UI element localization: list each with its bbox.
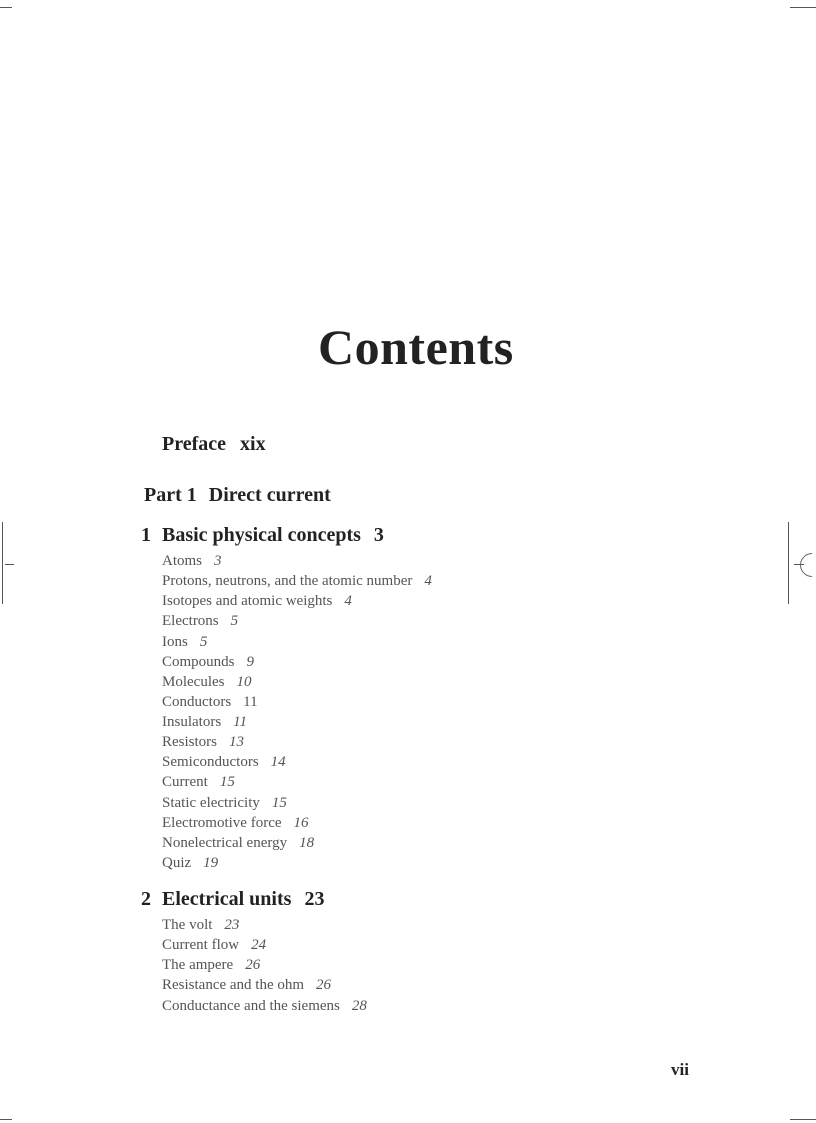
toc-entry [162,571,432,591]
part-title: Direct current [208,484,331,506]
crop-mark-top-right [790,7,816,8]
entry-page: 23 [224,917,240,933]
entry-title: Current [162,774,208,791]
entry-page: 15 [271,794,287,811]
entry-page: 18 [299,834,315,851]
chapter-title: Basic physical concepts [162,524,361,546]
entry-page: 11 [243,693,258,710]
entry-page: 15 [219,774,235,791]
entry-page: 26 [316,977,332,994]
crop-mark-bottom-right [790,1119,816,1120]
chapter-page: 3 [373,524,384,546]
toc-entry [162,935,367,955]
toc-entry [162,955,367,975]
entry-title: Insulators [162,714,222,730]
preface-entry [162,433,266,456]
registration-bar-right [788,522,789,604]
toc-entry [162,652,432,672]
toc-entry [162,813,432,833]
entry-page: 9 [246,653,255,670]
toc-entry [162,996,367,1016]
entry-page: 13 [229,734,245,751]
chapter-1-heading [141,524,384,547]
entry-title: Current flow [162,937,240,954]
entry-page: 14 [270,754,286,771]
entry-title: Compounds [162,653,235,670]
chapter-2-heading [141,888,324,911]
toc-entry [162,853,432,873]
entry-title: Atoms [162,553,203,569]
registration-bar-left [2,522,3,604]
chapter-number: 2 [141,888,151,910]
entry-title: The ampere [162,957,234,974]
entry-title: Molecules [162,673,225,690]
entry-title: Resistors [162,734,218,751]
entry-page: 3 [214,553,222,569]
entry-page: 10 [236,673,252,690]
toc-entry [162,672,432,692]
toc-entry [162,915,367,935]
entry-title: Semiconductors [162,754,259,771]
part-heading [144,484,331,507]
toc-entry [162,632,432,652]
entry-title: Protons, neutrons, and the atomic number [162,573,413,590]
toc-entry [162,793,432,813]
entry-title: Static electricity [162,794,260,811]
entry-title: Nonelectrical energy [162,834,288,851]
entry-page: 28 [351,997,367,1014]
page-title-text: Contents [318,319,514,375]
entry-title: Isotopes and atomic weights [162,593,333,610]
registration-circle-icon [795,548,816,582]
toc-entry [162,611,432,631]
entry-title: Quiz [162,854,192,871]
entry-title: Ions [162,633,188,650]
entry-page: 24 [251,937,267,954]
entry-title: Conductors [162,693,232,710]
entry-page: 5 [230,613,239,630]
entry-page: 4 [424,573,432,590]
toc-entry [162,692,432,712]
entry-title: Electrons [162,613,219,630]
part-label: Part 1 [144,484,197,506]
entry-title: Electromotive force [162,814,282,831]
crop-mark-bottom-left [0,1119,12,1120]
toc-entry [162,551,432,571]
preface-page: xix [240,433,266,455]
entry-page: 5 [199,633,208,650]
toc-entry [162,712,432,732]
toc-entry [162,833,432,853]
registration-tick-left [5,564,14,565]
chapter-1-entries [162,551,432,873]
entry-page: 16 [293,814,309,831]
entry-page: 26 [245,957,261,974]
chapter-page: 23 [304,888,325,910]
entry-title: The volt [162,917,213,933]
crop-mark-top-left [0,7,12,8]
preface-label: Preface [162,433,227,455]
entry-page: 11 [233,714,248,730]
entry-page: 4 [344,593,352,610]
chapter-title: Electrical units [162,888,292,910]
toc-entry [162,975,367,995]
toc-entry [162,732,432,752]
page-title [0,318,816,376]
toc-entry [162,591,432,611]
entry-title: Resistance and the ohm [162,977,305,994]
toc-entry [162,752,432,772]
entry-title: Conductance and the siemens [162,997,340,1014]
toc-entry [162,772,432,792]
chapter-number: 1 [141,524,151,546]
chapter-2-entries [162,915,367,1016]
entry-page: 19 [203,854,219,871]
page-number: vii [671,1060,689,1079]
